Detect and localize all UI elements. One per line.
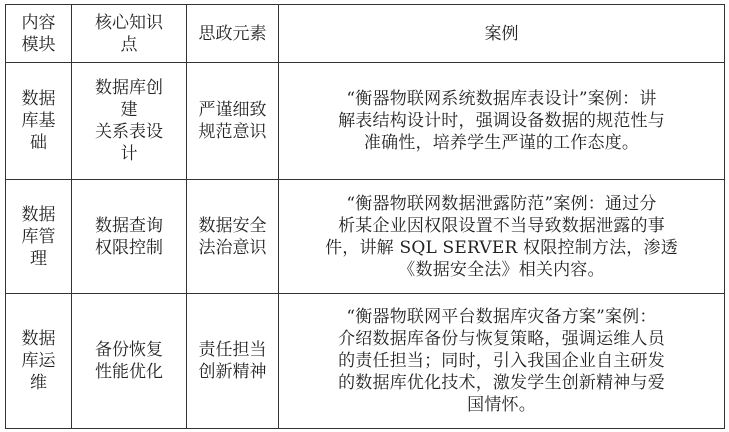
element-cell xyxy=(187,180,279,294)
module-cell xyxy=(6,180,72,294)
element-cell xyxy=(187,63,279,180)
module-line: 库管 xyxy=(21,226,56,247)
header-module-line: 模块 xyxy=(21,34,56,55)
course-table xyxy=(5,4,725,429)
case-line: 析某企业因权限设置不当导致数据泄露的事 xyxy=(338,215,665,236)
knowledge-line: 数据库创 xyxy=(95,78,163,98)
case-line: 国情怀。 xyxy=(467,395,536,415)
element-cell xyxy=(187,294,279,429)
header-knowledge xyxy=(72,5,187,63)
case-line: “衡器物联网平台数据库灾备方案”案例： xyxy=(346,307,657,327)
header-element xyxy=(187,5,279,63)
module-line: 数据 xyxy=(21,89,56,109)
case-line: 解表结构设计时，强调设备数据的规范性与 xyxy=(338,111,665,131)
module-line: 础 xyxy=(30,133,47,153)
header-module xyxy=(6,5,72,63)
table-row xyxy=(6,63,725,180)
module-line: 库基 xyxy=(21,111,56,131)
knowledge-cell xyxy=(72,63,187,180)
header-row xyxy=(6,5,725,63)
case-line: 的责任担当；同时，引入我国企业自主研发 xyxy=(338,351,665,371)
knowledge-line: 关系表设 xyxy=(95,122,163,142)
case-line: 《数据安全法》相关内容。 xyxy=(398,259,605,280)
knowledge-line: 数据查询 xyxy=(95,215,163,236)
header-knowledge-line: 核心知识 xyxy=(95,12,163,33)
module-cell xyxy=(6,294,72,429)
knowledge-cell xyxy=(72,180,187,294)
knowledge-line: 权限控制 xyxy=(95,237,163,258)
module-line: 理 xyxy=(30,248,47,269)
module-line: 数据 xyxy=(21,204,56,225)
case-line: 准确性，培养学生严谨的工作态度。 xyxy=(363,133,640,153)
element-line: 责任担当 xyxy=(198,340,267,360)
header-module-line: 内容 xyxy=(21,12,56,33)
header-case-line: 案例 xyxy=(484,23,519,44)
case-cell xyxy=(279,294,725,429)
knowledge-line: 备份恢复 xyxy=(95,340,163,360)
module-line: 库运 xyxy=(21,351,56,371)
module-line: 维 xyxy=(30,373,47,393)
table-row xyxy=(6,180,725,294)
element-line: 严谨细致 xyxy=(198,100,267,120)
element-line: 数据安全 xyxy=(198,215,267,236)
knowledge-line: 性能优化 xyxy=(95,362,163,382)
header-element-line: 思政元素 xyxy=(198,23,267,44)
element-line: 规范意识 xyxy=(198,122,267,142)
header-knowledge-line: 点 xyxy=(120,34,138,55)
element-line: 创新精神 xyxy=(198,362,267,382)
table-row xyxy=(6,294,725,429)
case-line: 件，讲解 SQL SERVER 权限控制方法，渗透 xyxy=(325,237,678,258)
header-case xyxy=(279,5,725,63)
element-line: 法治意识 xyxy=(198,237,267,258)
module-cell xyxy=(6,63,72,180)
case-line: 的数据库优化技术，激发学生创新精神与爱 xyxy=(338,373,665,393)
knowledge-line: 计 xyxy=(120,144,138,164)
knowledge-cell xyxy=(72,294,187,429)
module-line: 数据 xyxy=(21,329,56,349)
case-line: “衡器物联网系统数据库表设计”案例：讲 xyxy=(346,89,657,109)
case-line: 介绍数据库备份与恢复策略，强调运维人员 xyxy=(338,329,665,349)
case-cell xyxy=(279,63,725,180)
case-cell xyxy=(279,180,725,294)
case-line: “衡器物联网数据泄露防范”案例：通过分 xyxy=(346,193,657,214)
knowledge-line: 建 xyxy=(120,100,138,120)
